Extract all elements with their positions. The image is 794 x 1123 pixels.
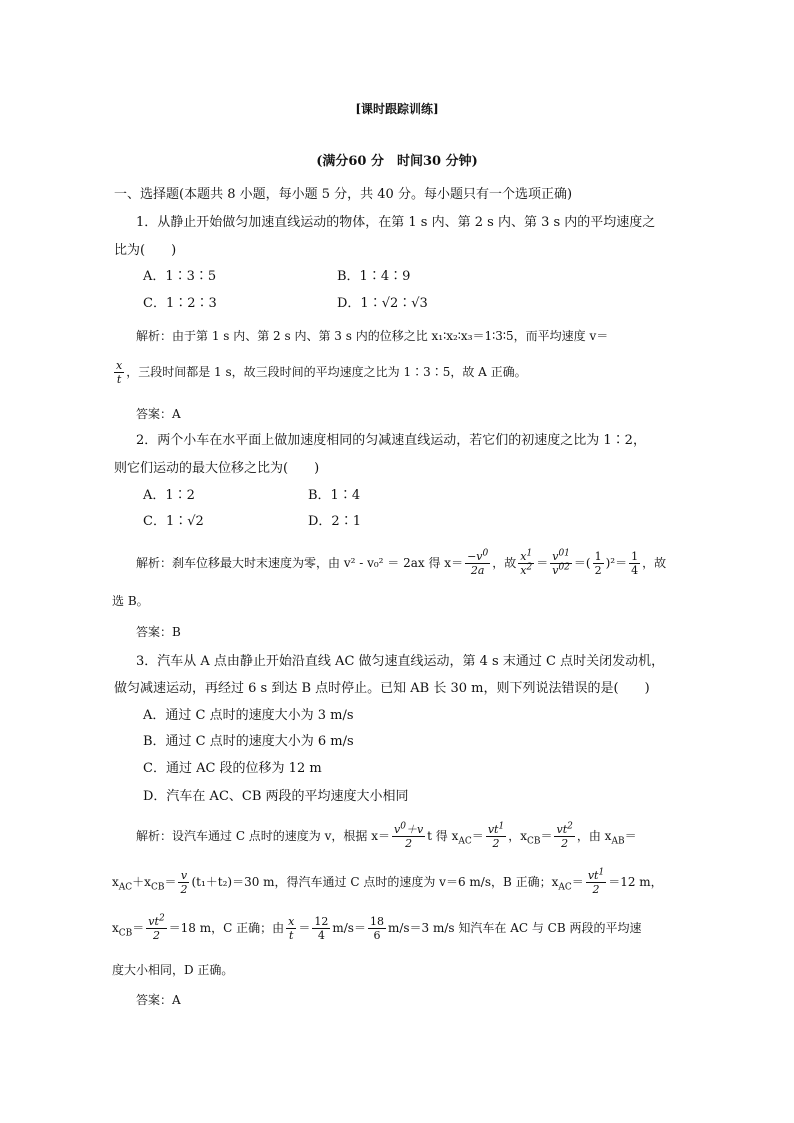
x-formula-fraction: $\frac{-v^0}{2a}$ xyxy=(467,548,489,577)
page-title: [课时跟踪训练] xyxy=(355,102,439,116)
score-time-subtitle: (满分60 分 时间30 分钟) xyxy=(316,154,478,169)
q2-stem-line2: 则它们运动的最大位移之比为( ) xyxy=(114,461,320,476)
q2-option-a: A．1∶2 xyxy=(143,488,195,503)
q3-answer: 答案：A xyxy=(136,993,181,1007)
x-over-t-fraction-2: $\frac{x}{t}$ xyxy=(288,915,295,942)
x-ratio-fraction: $\frac{x^1}{x^2}$ xyxy=(520,548,533,577)
v-ratio-fraction: $\frac{v^{01}}{v^{02}}$ xyxy=(552,548,570,577)
q1-option-b: B．1∶4∶9 xyxy=(337,269,411,284)
q3-option-a: A．通过 C 点时的速度大小为 3 m/s xyxy=(143,708,354,723)
q3-option-d: D．汽车在 AC、CB 两段的平均速度大小相同 xyxy=(143,789,409,804)
q2-option-d: D．2∶1 xyxy=(308,514,361,529)
q3-analysis-line1: 解析：设汽车通过 C 点时的速度为 v，根据 x＝ $\frac{v^0+v}{2}$ t 得 $x_{AC}=$ $\frac{vt^1}{2}$ ，$x_{CB}=$ $\frac{vt^2}{2}$ ，由 $x_{AB}=$ xyxy=(136,821,637,850)
q2-answer: 答案：B xyxy=(136,625,181,639)
x-over-t-fraction: $\frac{x}{t}$ xyxy=(116,359,123,386)
q1-option-d: D．1∶√2∶√3 xyxy=(337,296,428,311)
quarter-fraction: $\frac{1}{4}$ xyxy=(631,550,639,577)
q2-option-b: B．1∶4 xyxy=(308,488,361,503)
q3-analysis-line2: $x_{AC}+x_{CB}=$ $\frac{v}{2}$ (t₁＋t₂)＝30 m，得汽车通过 C 点时的速度为 v＝6 m/s，B 正确；$x_{AC}=$ $\frac{vt^1}{2}$ ＝12 m， xyxy=(112,867,663,896)
q1-analysis-line2: $\frac{x}{t}$ ，三段时间都是 1 s，故三段时间的平均速度之比为 1∶3∶5，故 A 正确。 xyxy=(116,359,527,386)
twelve-over-four-fraction: $\frac{12}{4}$ xyxy=(314,915,329,942)
q1-option-c: C．1∶2∶3 xyxy=(143,296,217,311)
q2-option-c: C．1∶√2 xyxy=(143,514,204,529)
q3-option-c: C．通过 AC 段的位移为 12 m xyxy=(143,761,322,776)
q1-stem-line2: 比为( ) xyxy=(114,243,177,258)
q3-analysis-line3: $x_{CB}=$ $\frac{vt^2}{2}$ ＝18 m，C 正确；由 $\frac{x}{t}$ ＝ $\frac{12}{4}$ m/s＝ $\frac{18}{6}$ m/s＝3 m/s 知汽车在 AC 与 CB 两段的平均速 xyxy=(112,913,642,942)
xac-fraction: $\frac{vt^1}{2}$ xyxy=(487,821,505,850)
xcb-fraction: $\frac{vt^2}{2}$ xyxy=(556,821,573,850)
xcb-fraction-2: $\frac{vt^2}{2}$ xyxy=(148,913,165,942)
q3-option-b: B．通过 C 点时的速度大小为 6 m/s xyxy=(143,734,354,749)
q3-stem-line2: 做匀减速运动，再经过 6 s 到达 B 点时停止。已知 AB 长 30 m，则下列说法错误的是( ) xyxy=(114,681,650,696)
v-half-fraction: $\frac{v}{2}$ xyxy=(180,869,188,896)
q1-analysis-line1: 解析：由于第 1 s 内、第 2 s 内、第 3 s 内的位移之比 x₁∶x₂∶x₃＝1∶3∶5，而平均速度 v＝ xyxy=(136,329,609,343)
xac-fraction-2: $\frac{vt^1}{2}$ xyxy=(587,867,605,896)
q2-analysis-line1: 解析：刹车位移最大时末速度为零，由 v² - v₀² ＝ 2ax 得 x＝ $\frac{-v^0}{2a}$ ，故 $\frac{x^1}{x^2}$ ＝ $\frac{v^{01}}{v^{02}}$ ＝( $\frac{1}{2}$ )²＝ $\frac{1}{4}$ ，故 xyxy=(136,548,667,577)
q3-stem-line1: 3．汽车从 A 点由静止开始沿直线 AC 做匀速直线运动，第 4 s 末通过 C 点时关闭发动机， xyxy=(136,654,665,669)
half-fraction: $\frac{1}{2}$ xyxy=(594,550,602,577)
q1-stem-line1: 1．从静止开始做匀加速直线运动的物体，在第 1 s 内、第 2 s 内、第 3 s 内的平均速度之 xyxy=(136,215,656,230)
q2-stem-line1: 2．两个小车在水平面上做加速度相同的匀减速直线运动，若它们的初速度之比为 1∶2， xyxy=(136,433,646,448)
q1-answer: 答案：A xyxy=(136,407,181,421)
eighteen-over-six-fraction: $\frac{18}{6}$ xyxy=(369,915,384,942)
avg-velocity-fraction: $\frac{v^0+v}{2}$ xyxy=(394,821,424,850)
q3-analysis-line4: 度大小相同，D 正确。 xyxy=(112,963,234,977)
section-heading: 一、选择题(本题共 8 小题，每小题 5 分，共 40 分。每小题只有一个选项正确) xyxy=(114,187,573,202)
q2-analysis-line2: 选 B。 xyxy=(112,594,149,608)
q1-option-a: A．1∶3∶5 xyxy=(143,269,217,284)
